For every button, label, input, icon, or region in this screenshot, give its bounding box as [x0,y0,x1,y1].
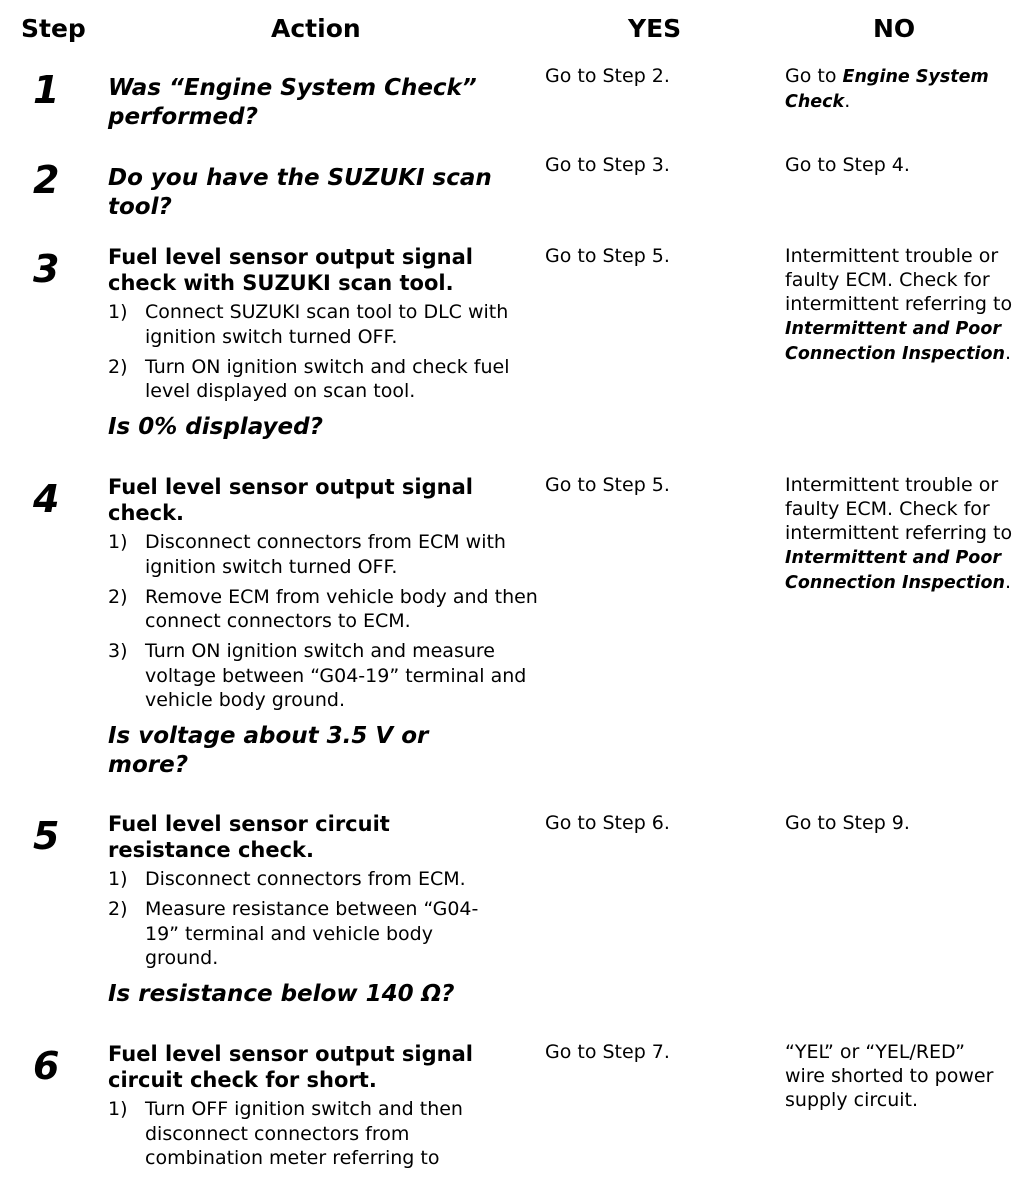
item-number: 3) [108,640,128,662]
step-title: Fuel level sensor circuit resistance check. [108,812,390,862]
item-text: Disconnect connectors from ECM with ignition switch turned OFF. [145,531,506,578]
item-number: 1) [108,531,128,553]
step-number: 4 [33,477,60,521]
procedure-item [108,867,503,892]
procedure-item [108,300,528,349]
yes-result: Go to Step 6. [545,812,670,834]
step-number: 5 [33,814,60,858]
no-text: Intermittent trouble or faulty ECM. Check for intermittent referring to [785,245,1013,315]
item-text: Turn ON ignition switch and measure voltage between “G04-19” terminal and vehicle body ground. [145,640,527,711]
item-text: Disconnect connectors from ECM. [145,868,466,890]
procedure-item [108,530,538,579]
procedure-list [108,530,538,713]
step-question: Do you have the SUZUKI scan tool? [108,165,492,220]
header-step: Step [21,14,86,43]
step-action [108,164,528,222]
procedure-item [108,639,538,713]
no-result [785,473,1020,595]
no-result [785,64,1020,114]
procedure-item [108,897,503,971]
no-reference: Intermittent and Poor Connection Inspection [785,548,1005,593]
step-number: 3 [33,247,60,291]
item-text: Turn OFF ignition switch and then disconnect connectors from combination meter referring to [145,1098,463,1169]
item-text: Turn ON ignition switch and check fuel level displayed on scan tool. [145,355,510,402]
yes-result: Go to Step 7. [545,1041,670,1063]
yes-result: Go to Step 2. [545,65,670,87]
item-text: Remove ECM from vehicle body and then connect connectors to ECM. [145,585,538,632]
no-result: Go to Step 4. [785,154,910,176]
procedure-item [108,585,538,634]
no-result: “YEL” or “YEL/RED” wire shorted to power supply circuit. [785,1041,994,1111]
step-title: Fuel level sensor output signal check. [108,475,473,525]
item-number: 1) [108,1098,128,1120]
procedure-item [108,355,528,404]
yes-result: Go to Step 5. [545,474,670,496]
procedure-list [108,1097,508,1171]
step-number: 1 [33,68,60,112]
no-text: Go to [785,65,843,87]
step-action [108,1041,508,1176]
step-action [108,811,503,1009]
no-reference: Engine System Check [785,67,989,112]
step-number: 6 [33,1044,60,1088]
procedure-list [108,867,503,971]
item-number: 1) [108,868,128,890]
no-result [785,244,1020,366]
no-text: . [1004,342,1012,364]
item-number: 2) [108,585,128,608]
yes-result: Go to Step 5. [545,245,670,267]
step-number: 2 [33,158,60,202]
step-title: Fuel level sensor output signal circuit check for short. [108,1042,473,1092]
item-text: Connect SUZUKI scan tool to DLC with ignition switch turned OFF. [145,301,509,348]
step-question: Is voltage about 3.5 V or more? [108,722,429,778]
item-number: 1) [108,301,128,323]
step-question: Is 0% displayed? [108,413,323,440]
step-action [108,74,508,132]
no-result: Go to Step 9. [785,812,910,834]
no-reference: Intermittent and Poor Connection Inspection [785,319,1005,364]
yes-result: Go to Step 3. [545,154,670,176]
step-question: Was “Engine System Check” performed? [108,75,477,130]
header-action: Action [271,14,361,43]
header-no: NO [873,14,916,43]
procedure-item [108,1097,508,1171]
header-yes: YES [628,14,682,43]
no-text: Intermittent trouble or faulty ECM. Check for intermittent referring to [785,474,1013,544]
step-action [108,244,528,442]
step-title: Fuel level sensor output signal check with SUZUKI scan tool. [108,245,473,295]
item-number: 2) [108,355,128,378]
no-text: . [844,90,851,112]
step-action [108,474,538,780]
no-text: . [1004,571,1012,593]
step-question: Is resistance below 140 Ω? [108,980,455,1007]
procedure-list [108,300,528,404]
item-text: Measure resistance between “G04-19” terminal and vehicle body ground. [145,898,479,969]
item-number: 2) [108,898,128,920]
